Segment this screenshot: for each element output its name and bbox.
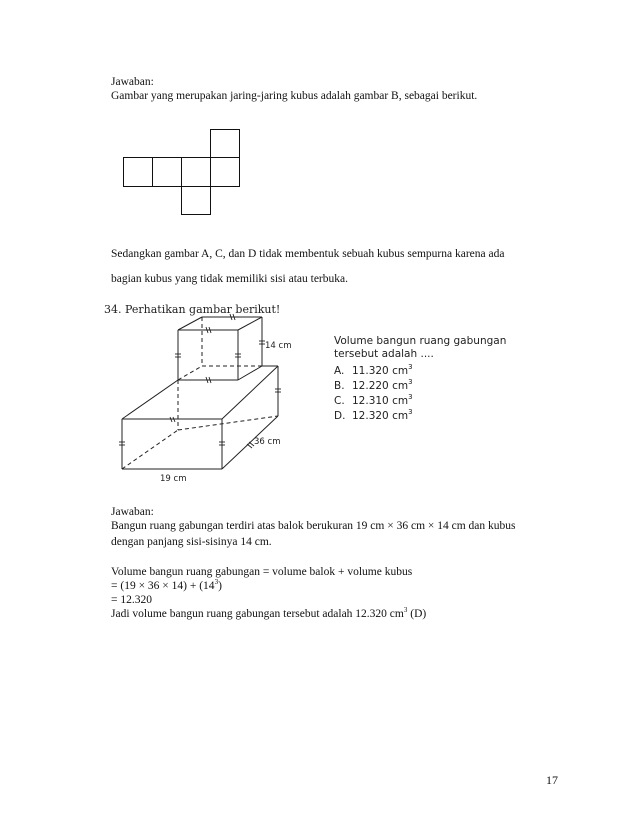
option-d	[334, 408, 413, 422]
question-34-figure	[102, 296, 522, 486]
answer-text: Gambar yang merupakan jaring-jaring kubus adalah gambar B, sebagai berikut.	[111, 90, 478, 102]
svg-text:D.: D.	[334, 410, 346, 422]
net-square-bottom	[182, 187, 211, 215]
net-square-top	[211, 130, 240, 158]
svg-text:C.: C.	[334, 395, 345, 407]
svg-text:11.320 cm3: 11.320 $cm^3$	[352, 363, 413, 377]
formula-line: Volume bangun ruang gabungan = volume balok + volume kubus	[111, 566, 413, 578]
answer-text: Bangun ruang gabungan terdiri atas balok berukuran 19 cm × 36 cm × 14 cm dan kubus	[111, 520, 516, 532]
option-a	[334, 363, 413, 377]
option-b	[334, 378, 413, 392]
svg-text:12.320 cm3: 12.320 $cm^3$	[352, 408, 413, 422]
cube-net-figure	[123, 129, 241, 215]
answer-text: Sedangkan gambar A, C, dan D tidak membentuk sebuah kubus sempurna karena ada	[111, 248, 505, 260]
answer-text: bagian kubus yang tidak memiliki sisi atau terbuka.	[111, 273, 348, 285]
question-prompt: Volume bangun ruang gabungan	[334, 335, 507, 347]
answer-heading: Jawaban:	[111, 76, 154, 88]
net-square-1	[124, 158, 153, 187]
option-c	[334, 393, 413, 407]
conclusion-line: Jadi volume bangun ruang gabungan tersebut adalah 12.320 $cm^3$ (D)	[111, 606, 427, 620]
question-title: 34. Perhatikan gambar berikut!	[104, 303, 281, 316]
cube-side-label: 14 cm	[265, 341, 292, 351]
svg-text:12.310 cm3: 12.310 $cm^3$	[352, 393, 413, 407]
question-prompt: tersebut adalah ....	[334, 348, 434, 360]
svg-text:12.220 cm3: 12.220 $cm^3$	[352, 378, 413, 392]
calculation-result: = 12.320	[111, 594, 152, 606]
net-square-2	[153, 158, 182, 187]
svg-text:A.: A.	[334, 365, 345, 377]
net-square-4	[211, 158, 240, 187]
answer-text: dengan panjang sisi-sisinya 14 cm.	[111, 536, 272, 548]
svg-text:B.: B.	[334, 380, 345, 392]
net-square-3	[182, 158, 211, 187]
answer-heading: Jawaban:	[111, 506, 154, 518]
page-number: 17	[546, 773, 558, 787]
calculation-step: = $(19 \times 36 \times 14) + (14^3)$	[111, 578, 222, 592]
depth-label: 36 cm	[254, 437, 281, 447]
width-label: 19 cm	[160, 474, 187, 484]
